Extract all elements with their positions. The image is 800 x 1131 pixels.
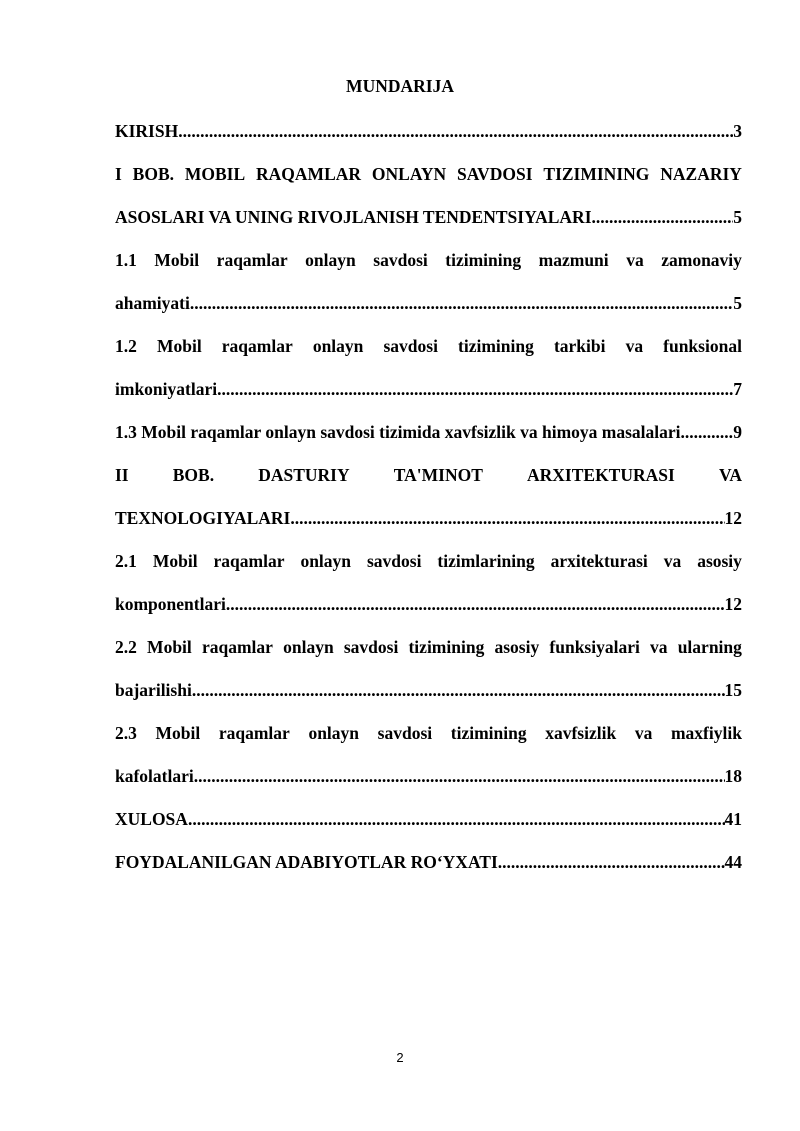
toc-entry-line bbox=[115, 548, 742, 591]
toc-word: 1.1 bbox=[115, 250, 137, 270]
toc-entry-line bbox=[115, 720, 742, 763]
dot-leader bbox=[217, 376, 733, 419]
toc-word: raqamlar bbox=[218, 723, 290, 743]
toc-word: Mobil bbox=[147, 637, 192, 657]
toc-entry bbox=[115, 548, 742, 634]
dot-leader bbox=[592, 204, 734, 247]
toc-entry-title: kafolatlari bbox=[115, 766, 194, 786]
toc-word: va bbox=[626, 250, 644, 270]
toc-entry-leader-line bbox=[115, 204, 742, 247]
toc-word: funksional bbox=[663, 336, 742, 356]
toc-word: RAQAMLAR bbox=[256, 164, 362, 184]
toc-word: savdosi bbox=[366, 551, 422, 571]
toc-entry-leader-line bbox=[115, 419, 742, 462]
toc-word: va bbox=[634, 723, 653, 743]
toc-word: ONLAYN bbox=[371, 164, 447, 184]
toc-word: raqamlar bbox=[213, 551, 285, 571]
toc-word: 2.1 bbox=[115, 551, 137, 571]
toc-word: va bbox=[625, 336, 644, 356]
toc-word: Mobil bbox=[152, 551, 198, 571]
toc-word: raqamlar bbox=[216, 250, 288, 270]
toc-entry bbox=[115, 118, 742, 161]
toc-entry-title: ASOSLARI VA UNING RIVOJLANISH TENDENTSIYALARI bbox=[115, 207, 592, 227]
toc-word: onlayn bbox=[305, 250, 356, 270]
toc-word: I bbox=[115, 164, 122, 184]
toc-word: onlayn bbox=[312, 336, 364, 356]
toc-word: savdosi bbox=[373, 250, 428, 270]
toc-word: BOB. bbox=[172, 465, 215, 485]
toc-entry bbox=[115, 161, 742, 247]
page-title: MUNDARIJA bbox=[346, 76, 454, 96]
toc-word: tizimining bbox=[408, 637, 485, 657]
toc-word: xavfsizlik bbox=[545, 723, 617, 743]
dot-leader bbox=[190, 290, 733, 333]
toc-entry bbox=[115, 634, 742, 720]
toc-entry-leader-line bbox=[115, 677, 742, 720]
toc-page-number: 3 bbox=[733, 121, 742, 141]
toc-word: tizimining bbox=[458, 336, 534, 356]
toc-word: asosiy bbox=[697, 551, 742, 571]
toc-word: BOB. bbox=[132, 164, 175, 184]
toc-word: va bbox=[650, 637, 668, 657]
toc-entry-leader-line bbox=[115, 290, 742, 333]
toc-word: Mobil bbox=[154, 250, 200, 270]
toc-word: Mobil bbox=[156, 336, 202, 356]
toc-word: II bbox=[115, 465, 129, 485]
toc-word: DASTURIY bbox=[258, 465, 350, 485]
toc-word: arxitekturasi bbox=[550, 551, 648, 571]
toc-entry bbox=[115, 806, 742, 849]
toc-word: ularning bbox=[677, 637, 742, 657]
toc-entry-leader-line bbox=[115, 118, 742, 161]
toc-word: savdosi bbox=[383, 336, 438, 356]
toc-page-number: 7 bbox=[733, 379, 742, 399]
dot-leader bbox=[178, 118, 733, 161]
page-number: 2 bbox=[396, 1050, 404, 1065]
dot-leader bbox=[192, 677, 725, 720]
dot-leader bbox=[194, 763, 725, 806]
toc-word: tizimining bbox=[445, 250, 522, 270]
toc-entry bbox=[115, 247, 742, 333]
toc-entry-title: imkoniyatlari bbox=[115, 379, 218, 399]
toc-word: onlayn bbox=[308, 723, 360, 743]
toc-entry-line bbox=[115, 333, 742, 376]
dot-leader bbox=[226, 591, 725, 634]
toc-word: onlayn bbox=[300, 551, 352, 571]
toc-word: onlayn bbox=[283, 637, 334, 657]
dot-leader bbox=[290, 505, 724, 548]
toc-word: mazmuni bbox=[538, 250, 609, 270]
toc-word: SAVDOSI bbox=[456, 164, 533, 184]
toc-word: TA'MINOT bbox=[393, 465, 483, 485]
toc-word: raqamlar bbox=[201, 637, 273, 657]
dot-leader bbox=[188, 806, 725, 849]
toc-page-number: 9 bbox=[733, 422, 742, 442]
toc-entry bbox=[115, 333, 742, 419]
toc-entry-line bbox=[115, 462, 742, 505]
toc-page-number: 12 bbox=[724, 508, 742, 528]
toc-page-number: 15 bbox=[724, 680, 742, 700]
toc-entry bbox=[115, 462, 742, 548]
toc-word: 1.2 bbox=[115, 336, 137, 356]
toc-word: Mobil bbox=[155, 723, 201, 743]
toc-word: tarkibi bbox=[553, 336, 606, 356]
toc-entry-line bbox=[115, 247, 742, 290]
toc-entry-title: TEXNOLOGIYALARI bbox=[115, 508, 291, 528]
toc-word: savdosi bbox=[377, 723, 433, 743]
toc-entry-leader-line bbox=[115, 591, 742, 634]
toc-word: savdosi bbox=[343, 637, 399, 657]
toc-entry-leader-line bbox=[115, 376, 742, 419]
toc-word: tizimining bbox=[450, 723, 527, 743]
toc-word: raqamlar bbox=[221, 336, 293, 356]
toc-entry-title: KIRISH bbox=[115, 121, 179, 141]
toc-entry-title: ahamiyati bbox=[115, 293, 190, 313]
toc-word: VA bbox=[718, 465, 742, 485]
toc-word: zamonaviy bbox=[661, 250, 742, 270]
toc-word: va bbox=[663, 551, 682, 571]
toc-page-number: 5 bbox=[733, 207, 742, 227]
toc-word: 2.2 bbox=[115, 637, 137, 657]
toc-entry-title: komponentlari bbox=[115, 594, 226, 614]
toc-word: ARXITEKTURASI bbox=[527, 465, 675, 485]
toc-word: maxfiylik bbox=[670, 723, 742, 743]
toc-word: tizimlarining bbox=[437, 551, 535, 571]
toc-page-number: 12 bbox=[724, 594, 742, 614]
toc-entry-title: FOYDALANILGAN ADABIYOTLAR RO‘YXATI bbox=[115, 852, 498, 872]
toc-word: NAZARIY bbox=[660, 164, 742, 184]
toc-entry-title: bajarilishi bbox=[115, 680, 192, 700]
toc-entry bbox=[115, 849, 742, 892]
table-of-contents bbox=[115, 118, 742, 892]
toc-entry bbox=[115, 720, 742, 806]
toc-page-number: 41 bbox=[724, 809, 742, 829]
toc-page-number: 44 bbox=[724, 852, 742, 872]
toc-entry-line bbox=[115, 161, 742, 204]
toc-entry-leader-line bbox=[115, 806, 742, 849]
toc-word: TIZIMINING bbox=[543, 164, 650, 184]
toc-word: MOBIL bbox=[184, 164, 246, 184]
toc-entry-leader-line bbox=[115, 505, 742, 548]
dot-leader bbox=[498, 849, 725, 892]
toc-entry bbox=[115, 419, 742, 462]
toc-entry-title: XULOSA bbox=[115, 809, 188, 829]
toc-entry-title: 1.3 Mobil raqamlar onlayn savdosi tizimida xavfsizlik va himoya masalalari bbox=[115, 422, 681, 442]
toc-word: 2.3 bbox=[115, 723, 137, 743]
toc-word: funksiyalari bbox=[549, 637, 640, 657]
dot-leader bbox=[681, 419, 734, 462]
toc-page-number: 5 bbox=[733, 293, 742, 313]
toc-entry-leader-line bbox=[115, 849, 742, 892]
toc-word: asosiy bbox=[494, 637, 540, 657]
toc-page-number: 18 bbox=[724, 766, 742, 786]
toc-entry-leader-line bbox=[115, 763, 742, 806]
toc-entry-line bbox=[115, 634, 742, 677]
